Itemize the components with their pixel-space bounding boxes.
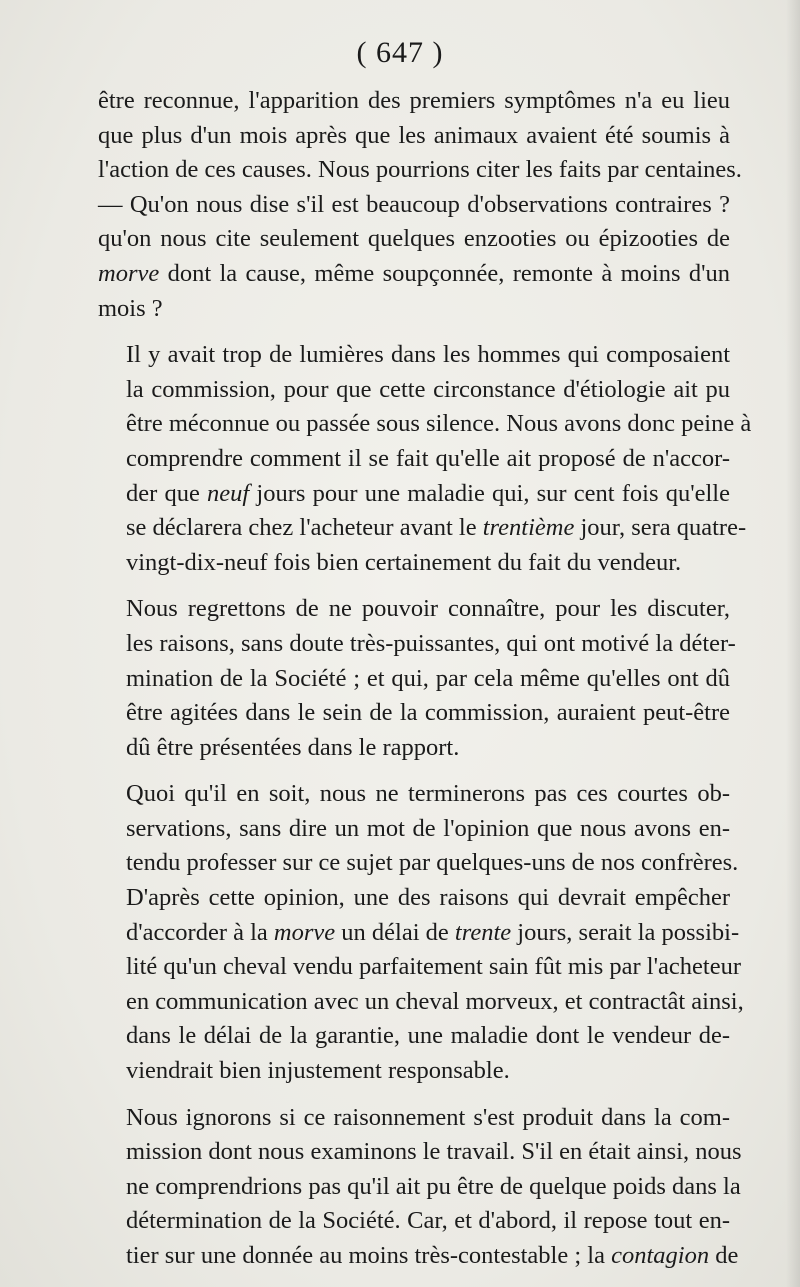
text-segment: de: [709, 1242, 739, 1269]
page-number: ( 647 ): [356, 36, 444, 69]
text-line: [98, 696, 730, 731]
text-line: [98, 442, 730, 477]
text-segment: servations, sans dire un mot de l'opinion que nous avons en-: [126, 814, 730, 842]
text-segment: être agitées dans le sein de la commission, auraient peut-être: [126, 699, 730, 727]
text-line: [98, 546, 730, 581]
text-line: [98, 1239, 739, 1274]
text-segment: vingt-dix-neuf fois bien certainement du fait du vendeur.: [126, 548, 682, 576]
text-segment: qu'on nous cite seulement quelques enzooties ou épizooties de: [98, 225, 730, 253]
text-line: [98, 777, 730, 812]
text-segment: dont la cause, même soupçonnée, remonte à moins d'un: [159, 259, 730, 287]
paragraph: [98, 777, 744, 1088]
text-segment: être reconnue, l'apparition des premiers symptômes n'a eu lieu: [98, 87, 730, 114]
text-segment: la commission, pour que cette circonstance d'étiologie ait pu: [126, 375, 730, 403]
text-segment: que plus d'un mois après que les animaux avaient été soumis à: [98, 121, 730, 149]
text-line: [98, 592, 730, 627]
text-segment: dans le délai de la garantie, une maladie dont le vendeur de-: [126, 1022, 730, 1050]
text-segment: dû être présentées dans le rapport.: [126, 733, 460, 761]
text-segment: mois ?: [98, 294, 163, 322]
text-segment: les raisons, sans doute très-puissantes, qui ont motivé la déter-: [126, 629, 736, 657]
text-line: [98, 1101, 730, 1136]
text-line: [98, 153, 742, 188]
text-segment: jour, sera quatre-: [574, 514, 747, 542]
text-line: [98, 950, 741, 985]
paragraph: [98, 592, 736, 765]
text-segment: — Qu'on nous dise s'il est beaucoup d'observations contraires ?: [98, 190, 730, 218]
text-line: [98, 257, 730, 292]
text-segment: d'accorder à la: [126, 918, 274, 946]
text-segment: mission dont nous examinons le travail. S'il en était ainsi, nous: [126, 1138, 742, 1166]
text-segment: tier sur une donnée au moins très-contestable ; la: [126, 1242, 612, 1269]
text-segment: der que: [126, 479, 208, 507]
paragraph: [98, 84, 742, 326]
text-segment: D'après cette opinion, une des raisons qui devrait empêcher: [126, 884, 730, 912]
text-line: [98, 1135, 742, 1170]
text-segment: l'action de ces causes. Nous pourrions citer les faits par centaines.: [98, 156, 742, 184]
paragraph: [98, 1101, 742, 1274]
text-line: [98, 881, 730, 916]
text-segment: jours pour une maladie qui, sur cent fois qu'elle: [249, 479, 730, 507]
text-segment: lité qu'un cheval vendu parfaitement sain fût mis par l'acheteur: [126, 953, 741, 981]
text-segment: en communication avec un cheval morveux, et contractât ainsi,: [126, 987, 744, 1015]
text-segment: Quoi qu'il en soit, nous ne terminerons pas ces courtes ob-: [126, 780, 730, 808]
page-edge-shadow: [786, 0, 800, 1287]
italic-text: trentième: [482, 514, 575, 542]
italic-text: morve: [98, 259, 160, 287]
text-segment: mination de la Société ; et qui, par cela même qu'elles ont dû: [126, 664, 730, 692]
text-line: [98, 812, 730, 847]
text-segment: comprendre comment il se fait qu'elle ait proposé de n'accor-: [126, 444, 730, 472]
text-line: [98, 916, 740, 951]
text-segment: se déclarera chez l'acheteur avant le: [126, 514, 483, 542]
text-line: [98, 222, 730, 257]
text-segment: jours, serait la possibi-: [511, 918, 740, 946]
text-segment: tendu professer sur ce sujet par quelques-uns de nos confrères.: [126, 849, 739, 877]
italic-text: contagion: [611, 1242, 710, 1269]
text-line: [98, 731, 730, 766]
text-segment: être méconnue ou passée sous silence. Nous avons donc peine à: [126, 410, 752, 438]
text-line: [98, 846, 739, 881]
text-line: [98, 84, 730, 119]
text-segment: Nous ignorons si ce raisonnement s'est produit dans la com-: [126, 1103, 730, 1131]
text-segment: Nous regrettons de ne pouvoir connaître, pour les discuter,: [126, 595, 730, 623]
italic-text: neuf: [207, 479, 250, 507]
text-line: [98, 119, 730, 154]
italic-text: trente: [454, 918, 512, 946]
paragraph: [98, 338, 752, 580]
italic-text: morve: [273, 918, 336, 946]
text-line: [98, 627, 736, 662]
text-line: [98, 985, 744, 1020]
text-line: [98, 1170, 741, 1205]
text-line: [98, 188, 730, 223]
text-line: [98, 477, 730, 512]
text-segment: un délai de: [335, 918, 455, 946]
text-line: [98, 1204, 730, 1239]
text-segment: détermination de la Société. Car, et d'abord, il repose tout en-: [126, 1207, 730, 1235]
text-line: [98, 373, 730, 408]
text-segment: viendrait bien injustement responsable.: [126, 1057, 510, 1085]
text-line: [98, 662, 730, 697]
text-segment: Il y avait trop de lumières dans les hommes qui composaient: [126, 341, 730, 369]
text-segment: ne comprendrions pas qu'il ait pu être de quelque poids dans la: [126, 1172, 741, 1200]
text-line: [98, 407, 752, 442]
text-line: [98, 1019, 730, 1054]
text-line: [98, 1054, 730, 1089]
text-line: [98, 511, 747, 546]
text-line: [98, 292, 730, 327]
body-text: [98, 84, 752, 1274]
text-line: [98, 338, 730, 373]
